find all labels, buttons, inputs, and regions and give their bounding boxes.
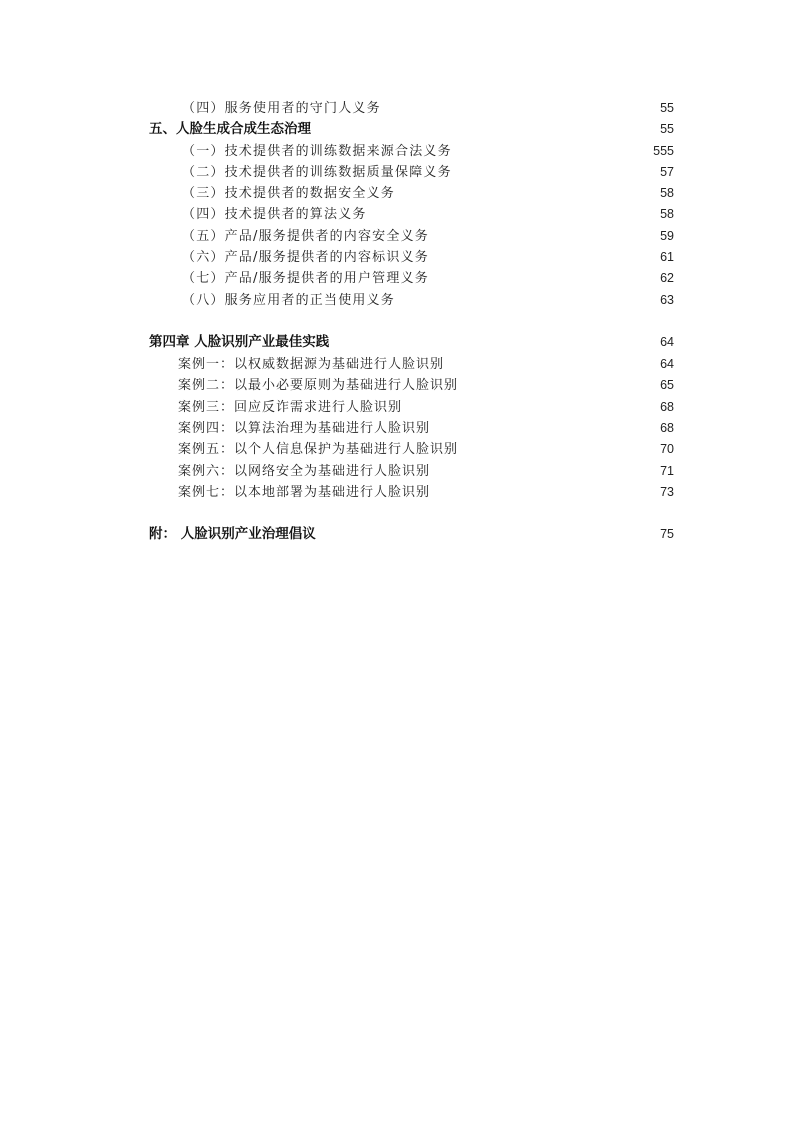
toc-entry-label: （七）产品/服务提供者的用户管理义务 — [182, 271, 429, 286]
toc-case-label: 案例一：以权威数据源为基础进行人脸识别 — [178, 357, 445, 372]
toc-entry[interactable] — [182, 204, 674, 225]
toc-case-label: 案例四：以算法治理为基础进行人脸识别 — [178, 421, 431, 436]
toc-appendix-title: 附： 人脸识别产业治理倡议 — [149, 526, 316, 542]
toc-entry-label: （六）产品/服务提供者的内容标识义务 — [182, 250, 429, 265]
toc-entry[interactable] — [182, 183, 674, 204]
toc-case-entry[interactable] — [178, 482, 674, 503]
toc-case-label: 案例六：以网络安全为基础进行人脸识别 — [178, 464, 431, 479]
toc-case-entry[interactable] — [178, 439, 674, 460]
toc-entry-page: 62 — [660, 271, 674, 285]
toc-entry-page: 58 — [660, 186, 674, 200]
toc-section-page: 55 — [660, 122, 674, 136]
toc-case-page: 70 — [660, 442, 674, 456]
toc-case-label: 案例五：以个人信息保护为基础进行人脸识别 — [178, 442, 459, 457]
toc-case-page: 65 — [660, 378, 674, 392]
toc-entry[interactable] — [182, 226, 674, 247]
toc-case-page: 68 — [660, 400, 674, 414]
toc-case-entry[interactable] — [178, 375, 674, 396]
toc-case-label: 案例七：以本地部署为基础进行人脸识别 — [178, 485, 431, 500]
toc-case-entry[interactable] — [178, 418, 674, 439]
toc-entry-page: 63 — [660, 293, 674, 307]
toc-entry-label: （八）服务应用者的正当使用义务 — [182, 293, 396, 308]
toc-appendix-page: 75 — [660, 527, 674, 541]
toc-entry-label: （三）技术提供者的数据安全义务 — [182, 186, 396, 201]
toc-case-entry[interactable] — [178, 354, 674, 375]
toc-section-heading[interactable] — [149, 119, 674, 140]
toc-entry-page: 59 — [660, 229, 674, 243]
toc-entry-label: （四）服务使用者的守门人义务 — [182, 101, 381, 116]
toc-chapter-title: 第四章 人脸识别产业最佳实践 — [149, 334, 330, 350]
toc-case-page: 71 — [660, 464, 674, 478]
toc-entry[interactable] — [182, 98, 674, 119]
toc-entry[interactable] — [182, 141, 674, 162]
toc-appendix-heading[interactable] — [149, 524, 674, 545]
toc-entry-page: 55 — [660, 101, 674, 115]
toc-entry-page: 555 — [653, 144, 674, 158]
toc-chapter-page: 64 — [660, 335, 674, 349]
toc-entry[interactable] — [182, 290, 674, 311]
toc-entry-label: （五）产品/服务提供者的内容安全义务 — [182, 229, 429, 244]
toc-entry[interactable] — [182, 268, 674, 289]
toc-entry-page: 61 — [660, 250, 674, 264]
toc-entry[interactable] — [182, 247, 674, 268]
toc-entry-page: 57 — [660, 165, 674, 179]
toc-entry-page: 58 — [660, 207, 674, 221]
toc-case-entry[interactable] — [178, 397, 674, 418]
toc-entry-label: （二）技术提供者的训练数据质量保障义务 — [182, 165, 452, 180]
toc-entry[interactable] — [182, 162, 674, 183]
toc-entry-label: （一）技术提供者的训练数据来源合法义务 — [182, 144, 452, 159]
toc-case-entry[interactable] — [178, 461, 674, 482]
toc-section-title: 五、人脸生成合成生态治理 — [149, 121, 311, 137]
toc-case-page: 68 — [660, 421, 674, 435]
toc-chapter-heading[interactable] — [149, 332, 674, 353]
toc-case-page: 64 — [660, 357, 674, 371]
toc-case-label: 案例二：以最小必要原则为基础进行人脸识别 — [178, 378, 459, 393]
toc-case-page: 73 — [660, 485, 674, 499]
toc-entry-label: （四）技术提供者的算法义务 — [182, 207, 367, 222]
toc-case-label: 案例三：回应反诈需求进行人脸识别 — [178, 400, 403, 415]
